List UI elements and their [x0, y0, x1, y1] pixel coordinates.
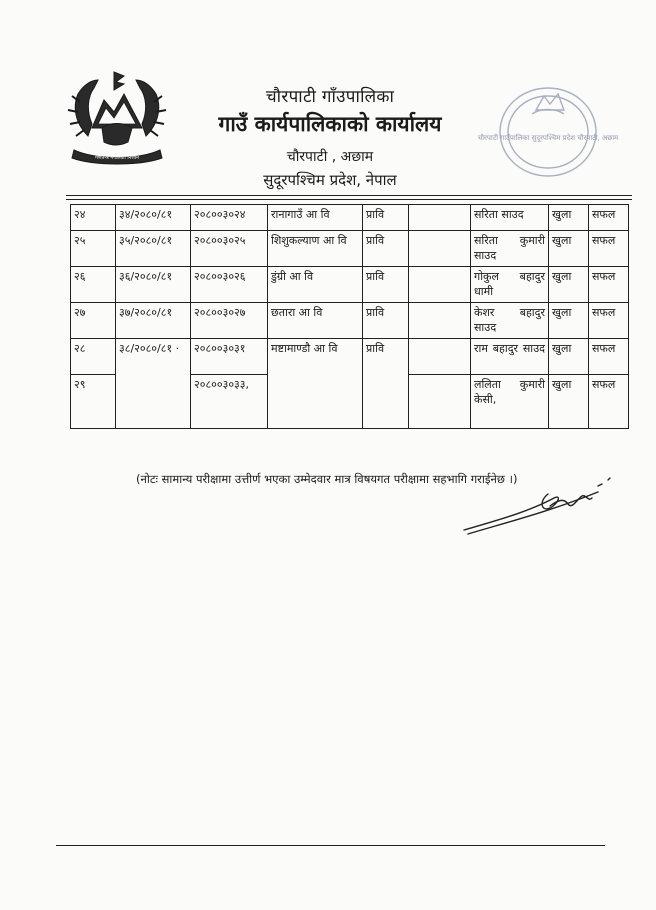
municipality-name: चौरपाटी गाँउपालिका [265, 87, 395, 107]
candidate-name-cell: ललिता कुमारी केसी, [471, 375, 549, 429]
sn-cell: २४ [71, 205, 116, 231]
registration-cell: ३५/२०८०/८१ [116, 231, 191, 267]
level-cell: प्रावि [363, 267, 409, 303]
blank-cell [409, 205, 471, 231]
result-cell: सफल [589, 205, 629, 231]
candidate-name-cell: केशर बहादुर साउद [471, 303, 549, 339]
registration-cell: ३८/२०८०/८१ · [116, 339, 191, 429]
level-cell: प्रावि [363, 339, 409, 429]
address-line: चौरपाटी , अछाम [286, 149, 374, 165]
results-table [70, 204, 629, 429]
roll-cell: २०८००३०३१ [191, 339, 268, 375]
type-cell: खुला [549, 267, 589, 303]
registration-cell: ३७/२०८०/८१ [116, 303, 191, 339]
footnote: (नोटः सामान्य परीक्षामा उत्तीर्ण भएका उम्मेदवार मात्र विषयगत परीक्षामा सहभागि गराईनेछ ।) [136, 472, 518, 486]
sn-cell: २६ [71, 267, 116, 303]
office-seal-icon [477, 80, 619, 188]
type-cell: खुला [549, 303, 589, 339]
sn-cell: २९ [71, 375, 116, 429]
sn-cell: २७ [71, 303, 116, 339]
roll-cell: २०८००३०३३, [191, 375, 268, 429]
level-cell: प्रावि [363, 205, 409, 231]
result-cell: सफल [589, 303, 629, 339]
candidate-name-cell: सरिता साउद [471, 205, 549, 231]
blank-cell [409, 339, 471, 375]
seal-text: चौरपाटी गाउँपालिका सुदूरपश्चिम प्रदेश चौरपाटी, अछाम [477, 134, 619, 142]
blank-cell [409, 231, 471, 267]
table-row [71, 267, 629, 303]
school-cell: रानागाउँ आ वि [268, 205, 363, 231]
school-cell: छतारा आ वि [268, 303, 363, 339]
sn-cell: २५ [71, 231, 116, 267]
footer-rule [56, 845, 605, 846]
table-row [71, 339, 629, 375]
roll-cell: २०८००३०२७ [191, 303, 268, 339]
table-row [71, 231, 629, 267]
type-cell: खुला [549, 339, 589, 375]
header-rule-bottom [66, 199, 632, 200]
sn-cell: २८ [71, 339, 116, 375]
school-cell: मष्टामाण्डौ आ वि [268, 339, 363, 429]
nepal-emblem-icon [58, 66, 176, 176]
emblem-text: गणतन्त्र नेपालको निशान [95, 155, 139, 161]
blank-cell [409, 267, 471, 303]
result-cell: सफल [589, 267, 629, 303]
table-row [71, 205, 629, 231]
blank-cell [409, 375, 471, 429]
school-cell: शिशुकल्याण आ वि [268, 231, 363, 267]
roll-cell: २०८००३०२६ [191, 267, 268, 303]
signature [458, 472, 618, 542]
roll-cell: २०८००३०२५ [191, 231, 268, 267]
type-cell: खुला [549, 205, 589, 231]
candidate-name-cell: गोकुल बहादुर धामी [471, 267, 549, 303]
candidate-name-cell: सरिता कुमारी साउद [471, 231, 549, 267]
school-cell: डुंग्री आ वि [268, 267, 363, 303]
roll-cell: २०८००३०२४ [191, 205, 268, 231]
header-rule-top [66, 195, 632, 196]
type-cell: खुला [549, 375, 589, 429]
type-cell: खुला [549, 231, 589, 267]
registration-cell: ३४/२०८०/८१ [116, 205, 191, 231]
candidate-name-cell: राम बहादुर साउद [471, 339, 549, 375]
level-cell: प्रावि [363, 231, 409, 267]
table-row [71, 303, 629, 339]
province-line: सुदूरपश्चिम प्रदेश, नेपाल [263, 171, 397, 189]
result-cell: सफल [589, 375, 629, 429]
office-name: गाउँ कार्यपालिकाको कार्यालय [218, 112, 442, 136]
result-cell: सफल [589, 231, 629, 267]
registration-cell: ३६/२०८०/८१ [116, 267, 191, 303]
level-cell: प्रावि [363, 303, 409, 339]
blank-cell [409, 303, 471, 339]
result-cell: सफल [589, 339, 629, 375]
